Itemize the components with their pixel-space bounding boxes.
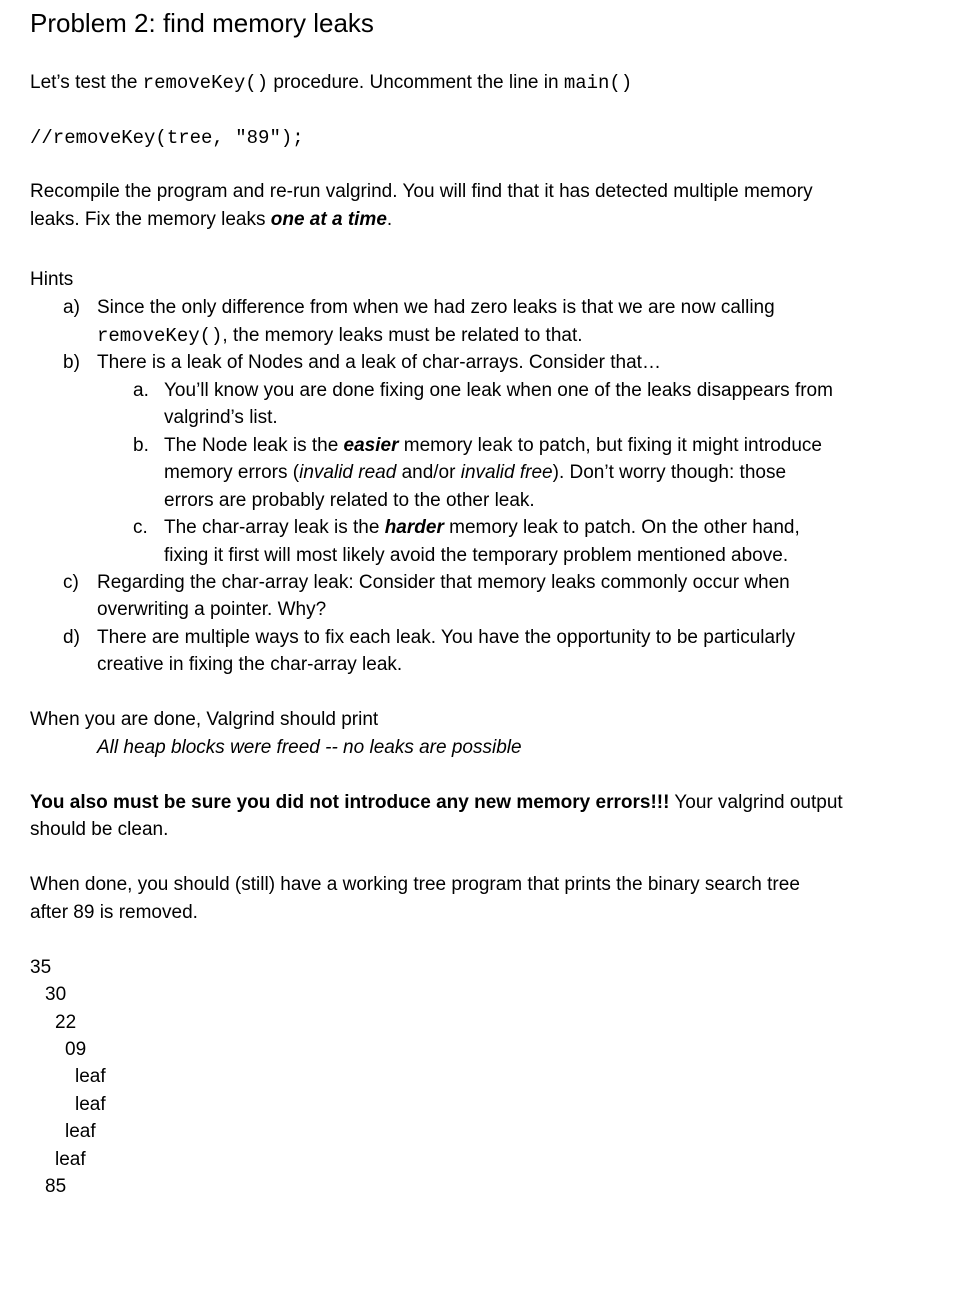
errors-line1 <box>30 792 843 814</box>
errors-line2: should be clean. <box>30 819 169 840</box>
hint-c-marker: c) <box>63 572 79 593</box>
hint-b-sub-b-prefix: The Node leak is the <box>164 435 344 456</box>
hint-b-sub-c-prefix: The char-array leak is the <box>164 517 385 538</box>
tree-line: 22 <box>55 1012 77 1033</box>
tree-line: 85 <box>45 1176 67 1197</box>
intro-paragraph <box>30 72 632 94</box>
intro-mid: procedure. Uncomment the line in <box>268 72 564 93</box>
code-line: //removeKey(tree, "89"); <box>30 127 304 149</box>
hint-d-line2: creative in fixing the char-array leak. <box>97 654 403 675</box>
hint-b-sub-c-line1 <box>164 517 800 539</box>
hint-a-code: removeKey() <box>97 325 223 347</box>
recompile-emphasis: one at a time <box>270 209 387 230</box>
hint-b-sub-a-line1: You’ll know you are done fixing one leak when one of the leaks disappears from <box>164 380 833 401</box>
hint-c-line1: Regarding the char-array leak: Consider that memory leaks commonly occur when <box>97 572 790 593</box>
hint-b-sub-c-emphasis: harder <box>384 517 444 538</box>
hint-b-sub-b-line2 <box>164 462 786 484</box>
hint-b-marker: b) <box>63 352 80 373</box>
tree-line: leaf <box>75 1066 106 1087</box>
hints-heading: Hints <box>30 269 74 290</box>
hint-b-sub-a-line2: valgrind’s list. <box>164 407 278 428</box>
hint-b-sub-a-marker: a. <box>133 380 149 401</box>
hint-b-sub-b-line2-mid: and/or <box>396 462 461 483</box>
tree-line: 35 <box>30 957 52 978</box>
working-line1: When done, you should (still) have a working tree program that prints the binary search tree <box>30 874 800 895</box>
hint-b-sub-b-line2-suffix: ). Don’t worry though: those <box>552 462 787 483</box>
hint-d-marker: d) <box>63 627 80 648</box>
recompile-line2-suffix: . <box>386 209 393 230</box>
recompile-line1: Recompile the program and re-run valgrind. You will find that it has detected multiple memory <box>30 181 813 202</box>
page-title: Problem 2: find memory leaks <box>30 8 374 38</box>
working-line2: after 89 is removed. <box>30 902 198 923</box>
errors-rest: Your valgrind output <box>669 792 843 813</box>
hint-d-line1: There are multiple ways to fix each leak. You have the opportunity to be particularly <box>97 627 796 648</box>
recompile-line2 <box>30 209 392 231</box>
hint-a-marker: a) <box>63 297 80 318</box>
intro-code-removekey: removeKey() <box>142 72 269 94</box>
hint-b-sub-b-line1 <box>164 435 822 457</box>
intro-prefix: Let’s test the <box>30 72 143 93</box>
hint-b-sub-b-invalid-read: invalid read <box>299 462 397 483</box>
hint-b-sub-b-suffix: memory leak to patch, but fixing it might introduce <box>398 435 822 456</box>
tree-line: leaf <box>55 1149 86 1170</box>
hint-b-sub-b-emphasis: easier <box>343 435 399 456</box>
errors-warning-bold: You also must be sure you did not introduce any new memory errors!!! <box>30 792 670 813</box>
hint-b-sub-c-suffix: memory leak to patch. On the other hand, <box>443 517 800 538</box>
valgrind-message: All heap blocks were freed -- no leaks are possible <box>97 737 522 758</box>
hint-b-sub-b-marker: b. <box>133 435 149 456</box>
hint-a-line2 <box>97 325 583 347</box>
intro-code-main: main() <box>563 72 633 94</box>
hint-b-sub-c-marker: c. <box>133 517 148 538</box>
hint-b-sub-c-line2: fixing it first will most likely avoid the temporary problem mentioned above. <box>164 545 789 566</box>
done-line1: When you are done, Valgrind should print <box>30 709 379 730</box>
hint-b-sub-b-line3: errors are probably related to the other leak. <box>164 490 535 511</box>
hint-c-line2: overwriting a pointer. Why? <box>97 599 327 620</box>
tree-line: 09 <box>65 1039 87 1060</box>
hint-b-sub-b-line2-prefix: memory errors ( <box>164 462 300 483</box>
recompile-line2-prefix: leaks. Fix the memory leaks <box>30 209 271 230</box>
hint-b-line1: There is a leak of Nodes and a leak of char-arrays. Consider that… <box>97 352 661 373</box>
hint-a-rest: , the memory leaks must be related to that. <box>222 325 583 346</box>
tree-line: leaf <box>75 1094 106 1115</box>
tree-line: leaf <box>65 1121 96 1142</box>
hint-a-line1: Since the only difference from when we had zero leaks is that we are now calling <box>97 297 775 318</box>
hint-b-sub-b-invalid-free: invalid free <box>460 462 553 483</box>
tree-line: 30 <box>45 984 67 1005</box>
